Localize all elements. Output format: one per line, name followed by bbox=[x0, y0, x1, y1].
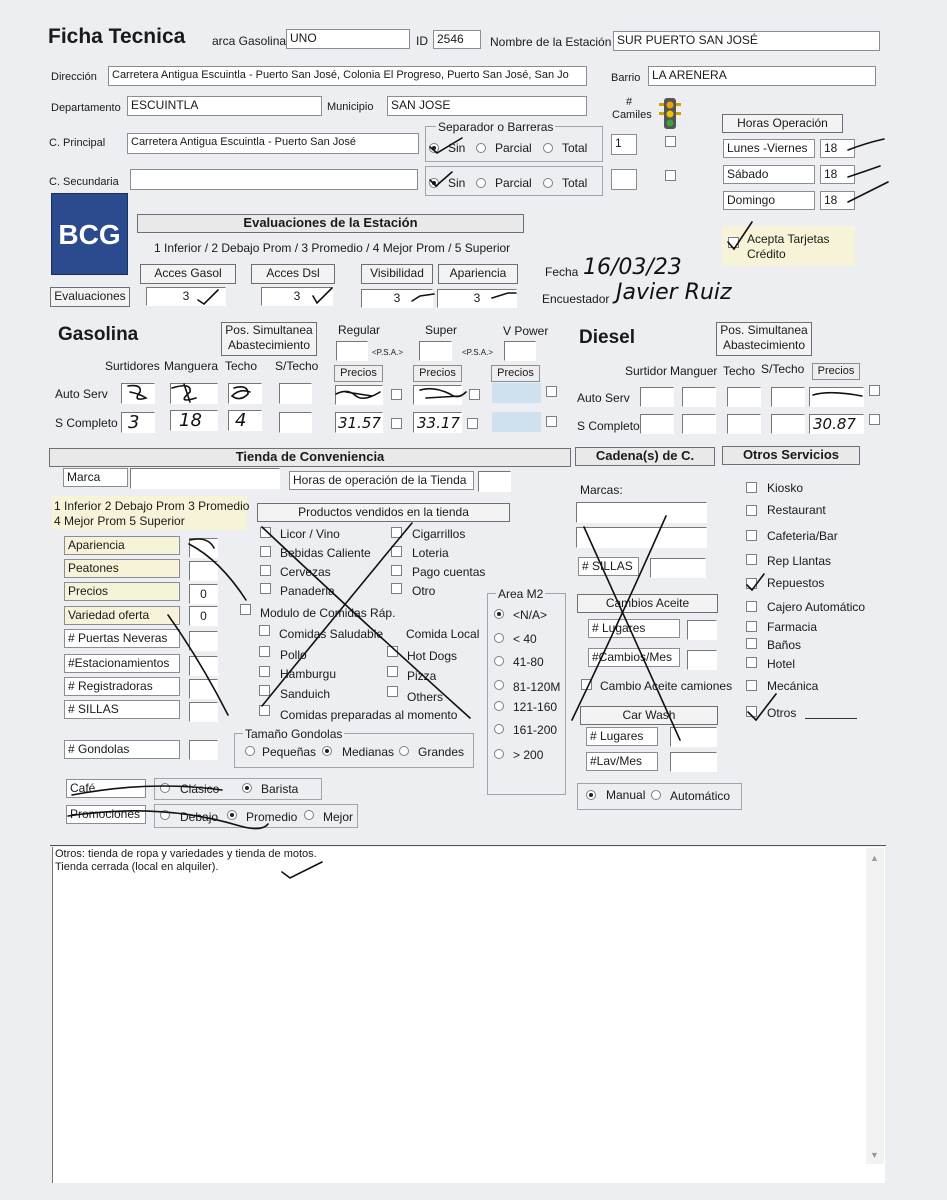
horas-domingo-label: Domingo bbox=[723, 191, 815, 210]
as-manguera-field[interactable] bbox=[170, 383, 218, 404]
acces-dsl-value[interactable]: 3 bbox=[261, 287, 333, 306]
tienda-apariencia-field[interactable] bbox=[189, 538, 218, 558]
evaluaciones-scale: 1 Inferior / 2 Debajo Prom / 3 Promedio / 4 Mejor Prom / 5 Superior bbox=[154, 241, 511, 255]
sc-super-precio-field[interactable]: 33.17 bbox=[413, 412, 462, 433]
regular-precios-label: Precios bbox=[334, 365, 383, 382]
c-principal-field[interactable]: Carretera Antigua Escuintla - Puerto San José bbox=[127, 133, 419, 154]
id-label: ID bbox=[416, 34, 428, 48]
marcas-field-2[interactable] bbox=[576, 527, 707, 548]
apariencia-button[interactable]: Apariencia bbox=[438, 264, 518, 284]
super-precios-label: Precios bbox=[413, 365, 462, 382]
carwash-manual-radio[interactable] bbox=[586, 790, 596, 800]
gondolas-pequenas-label: Pequeñas bbox=[262, 745, 317, 759]
camiles-checkbox-1[interactable] bbox=[665, 136, 676, 147]
area-m2-group bbox=[487, 593, 566, 795]
marca-gasolina-label: arca Gasolina bbox=[212, 34, 287, 48]
scroll-down-icon[interactable]: ▼ bbox=[870, 1150, 879, 1160]
area-161-200-label: 161-200 bbox=[513, 723, 558, 737]
comida-sanduich-label: Sanduich bbox=[280, 687, 331, 701]
tienda-precios-label: Precios bbox=[64, 582, 180, 601]
carwash-lugares-label: # Lugares bbox=[586, 727, 658, 746]
visibilidad-button[interactable]: Visibilidad bbox=[361, 264, 433, 284]
comida-others-checkbox[interactable] bbox=[387, 686, 398, 697]
bcg-logo bbox=[51, 193, 128, 275]
prod-panaderia-checkbox[interactable] bbox=[260, 583, 271, 594]
comida-hotdogs-checkbox[interactable] bbox=[387, 646, 398, 657]
comida-pizza-checkbox[interactable] bbox=[387, 666, 398, 677]
nombre-estacion-label: Nombre de la Estación bbox=[490, 35, 612, 49]
tienda-precios-field[interactable]: 0 bbox=[189, 584, 218, 604]
prod-pago-cuentas-label: Pago cuentas bbox=[412, 565, 486, 579]
diesel-sc-precio-field[interactable]: 30.87 bbox=[809, 414, 864, 434]
separador-parcial-label-1: Parcial bbox=[495, 141, 532, 155]
prod-otro-label: Otro bbox=[412, 584, 436, 598]
otros-banos-checkbox[interactable] bbox=[746, 638, 757, 649]
otros-restaurant-label: Restaurant bbox=[767, 503, 826, 517]
sc-surtidores-field[interactable]: 3 bbox=[121, 412, 155, 433]
tienda-scale-line1: 1 Inferior 2 Debajo Prom 3 Promedio bbox=[54, 499, 250, 513]
horas-tienda-label: Horas de operación de la Tienda bbox=[289, 471, 474, 490]
tienda-gondolas-field[interactable] bbox=[189, 740, 218, 760]
separador-sin-label-2: Sin bbox=[448, 176, 466, 190]
c-secundaria-field[interactable] bbox=[130, 169, 418, 190]
tienda-estacionamientos-field[interactable] bbox=[189, 656, 218, 676]
super-label: Super bbox=[425, 323, 458, 337]
as-surtidores-field[interactable] bbox=[121, 383, 155, 404]
bcg-logo-text: BCG bbox=[58, 219, 121, 250]
vpower-label: V Power bbox=[503, 324, 549, 338]
promo-mejor-label: Mejor bbox=[323, 810, 354, 824]
tienda-sillas-field[interactable] bbox=[189, 702, 218, 722]
separador-total-radio-1[interactable] bbox=[543, 143, 553, 153]
tienda-puertas-field[interactable] bbox=[189, 631, 218, 651]
otros-cafeteria-label: Cafeteria/Bar bbox=[767, 529, 838, 543]
aceite-camiones-checkbox[interactable] bbox=[581, 679, 592, 690]
diesel-manguer-label: Manguer bbox=[670, 364, 718, 378]
prod-loteria-checkbox[interactable] bbox=[391, 546, 402, 557]
promo-mejor-radio[interactable] bbox=[304, 810, 314, 820]
otros-rep-llantas-label: Rep Llantas bbox=[767, 554, 832, 568]
id-field[interactable]: 2546 bbox=[433, 30, 481, 49]
cambios-mes-label: #Cambios/Mes bbox=[588, 648, 680, 667]
sc-manguera-field[interactable]: 18 bbox=[170, 410, 218, 431]
manguera-label: Manguera bbox=[164, 359, 219, 373]
diesel-as-precio-field[interactable] bbox=[809, 387, 864, 407]
sc-vpower-precio-field[interactable] bbox=[492, 412, 541, 432]
diesel-as-techo-field[interactable] bbox=[727, 387, 761, 407]
otros-otros-label: Otros bbox=[767, 706, 797, 720]
cafe-barista-radio[interactable] bbox=[242, 783, 252, 793]
cadena-sillas-field[interactable] bbox=[650, 558, 706, 578]
aceite-lugares-label: # Lugares bbox=[588, 619, 680, 638]
form-title: Ficha Tecnica bbox=[48, 25, 186, 48]
vpower-psa-field[interactable] bbox=[504, 341, 536, 361]
camiles-checkbox-2[interactable] bbox=[665, 170, 676, 181]
diesel-title: Diesel bbox=[579, 327, 635, 348]
area-41-80-radio[interactable] bbox=[494, 656, 504, 666]
departamento-field[interactable]: ESCUINTLA bbox=[127, 96, 322, 116]
modulo-comidas-label: Modulo de Comidas Ráp. bbox=[260, 606, 396, 620]
lav-mes-label: #Lav/Mes bbox=[586, 752, 658, 771]
aceite-camiones-label: Cambio Aceite camiones bbox=[600, 679, 733, 693]
otros-cajero-label: Cajero Automático bbox=[767, 600, 866, 614]
promo-debajo-label: Debajo bbox=[180, 810, 219, 824]
direccion-label: Dirección bbox=[51, 71, 97, 83]
apariencia-value[interactable]: 3 bbox=[437, 289, 517, 308]
super-psa-field[interactable] bbox=[419, 341, 452, 361]
comida-preparada-checkbox[interactable] bbox=[259, 705, 270, 716]
as-vpower-checkbox[interactable] bbox=[546, 386, 557, 397]
cafe-label: Café bbox=[66, 779, 146, 798]
otros-kiosko-checkbox[interactable] bbox=[746, 482, 757, 493]
diesel-as-checkbox[interactable] bbox=[869, 385, 880, 396]
area-81-120-radio[interactable] bbox=[494, 680, 504, 690]
lav-mes-field[interactable] bbox=[670, 752, 717, 772]
otros-farmacia-label: Farmacia bbox=[767, 620, 818, 634]
prod-panaderia-label: Panaderia bbox=[280, 584, 335, 598]
diesel-techo-label: Techo bbox=[723, 364, 756, 378]
horas-sabado-label: Sábado bbox=[723, 165, 815, 184]
cafe-clasico-radio[interactable] bbox=[160, 783, 170, 793]
cadena-header: Cadena(s) de C. bbox=[575, 447, 715, 466]
otros-servicios-header: Otros Servicios bbox=[722, 446, 860, 465]
tienda-registradoras-label: # Registradoras bbox=[64, 677, 180, 696]
tienda-scale-line2: 4 Mejor Prom 5 Superior bbox=[54, 514, 185, 528]
prod-loteria-label: Loteria bbox=[412, 546, 449, 560]
car-wash-button[interactable]: Car Wash bbox=[580, 706, 718, 725]
notes-scrollbar[interactable] bbox=[866, 848, 884, 1164]
prod-cervezas-label: Cervezas bbox=[280, 565, 331, 579]
carwash-lugares-field[interactable] bbox=[670, 727, 717, 747]
gasolina-title: Gasolina bbox=[58, 324, 139, 345]
horas-operacion-button[interactable]: Horas Operación bbox=[722, 114, 843, 133]
cafe-clasico-label: Clásico bbox=[180, 782, 220, 796]
otros-mecanica-checkbox[interactable] bbox=[746, 680, 757, 691]
cadena-sillas-label: # SILLAS bbox=[578, 557, 639, 576]
separador-sin-radio-1[interactable] bbox=[429, 143, 439, 153]
diesel-auto-serv-label: Auto Serv bbox=[577, 391, 630, 405]
comida-hamburguesa-checkbox[interactable] bbox=[259, 666, 270, 677]
marcas-field-1[interactable] bbox=[576, 502, 707, 523]
gondolas-label: Tamaño Gondolas bbox=[245, 727, 343, 741]
techo-label: Techo bbox=[225, 359, 258, 373]
camiles-field-1[interactable]: 1 bbox=[611, 134, 637, 155]
nombre-estacion-field[interactable]: SUR PUERTO SAN JOSÉ bbox=[613, 31, 880, 51]
sc-vpower-checkbox[interactable] bbox=[546, 416, 557, 427]
gasolina-pos-simultanea-button[interactable]: Pos. Simultanea Abastecimiento bbox=[221, 322, 317, 356]
diesel-as-surtidor-field[interactable] bbox=[640, 387, 674, 407]
promociones-label: Promociones bbox=[66, 805, 146, 824]
tienda-marca-label: Marca bbox=[63, 468, 128, 487]
notes-line-2: Tienda cerrada (local en alquiler). bbox=[55, 861, 219, 873]
auto-serv-label: Auto Serv bbox=[55, 387, 108, 401]
otros-hotel-checkbox[interactable] bbox=[746, 657, 757, 668]
cambios-aceite-button[interactable]: Cambios Aceite bbox=[577, 594, 718, 613]
otros-rep-llantas-checkbox[interactable] bbox=[746, 554, 757, 565]
prod-licor-checkbox[interactable] bbox=[260, 527, 271, 538]
carwash-automatico-radio[interactable] bbox=[651, 790, 661, 800]
as-super-checkbox[interactable] bbox=[469, 389, 480, 400]
acepta-tarjetas-checkbox[interactable] bbox=[728, 237, 739, 248]
camiles-label: # Camiles bbox=[612, 96, 652, 121]
diesel-as-stecho-field[interactable] bbox=[771, 387, 805, 407]
area-m2-label: Area M2 bbox=[498, 587, 544, 601]
separador-total-label-2: Total bbox=[562, 176, 588, 190]
psa-label-2: <P.S.A.> bbox=[462, 348, 493, 357]
prod-licor-label: Licor / Vino bbox=[280, 527, 340, 541]
modulo-comidas-checkbox[interactable] bbox=[240, 604, 251, 615]
separador-sin-radio-2[interactable] bbox=[429, 178, 439, 188]
otros-mecanica-label: Mecánica bbox=[767, 679, 819, 693]
scroll-up-icon[interactable]: ▲ bbox=[870, 853, 879, 863]
otros-cafeteria-checkbox[interactable] bbox=[746, 530, 757, 541]
as-regular-checkbox[interactable] bbox=[391, 389, 402, 400]
notes-textarea[interactable] bbox=[52, 847, 885, 1183]
fecha-label: Fecha bbox=[545, 265, 579, 279]
encuestador-label: Encuestador bbox=[542, 292, 610, 306]
area-lt40-label: < 40 bbox=[513, 632, 537, 646]
separador-total-label-1: Total bbox=[562, 141, 588, 155]
evaluaciones-button[interactable]: Evaluaciones bbox=[50, 287, 130, 307]
tienda-puertas-label: # Puertas Neveras bbox=[64, 629, 180, 648]
horas-domingo-field[interactable]: 18 bbox=[820, 191, 855, 210]
encuestador-value[interactable]: Javier Ruiz bbox=[616, 280, 732, 305]
psa-label-1: <P.S.A.> bbox=[372, 348, 403, 357]
area-121-160-label: 121-160 bbox=[513, 700, 558, 714]
area-gt200-label: > 200 bbox=[513, 748, 544, 762]
comida-local-label: Comida Local bbox=[406, 627, 480, 641]
area-lt40-radio[interactable] bbox=[494, 633, 504, 643]
area-81-120-label: 81-120M bbox=[513, 680, 561, 694]
departamento-label: Departamento bbox=[51, 102, 121, 114]
as-techo-field[interactable] bbox=[228, 383, 262, 404]
area-121-160-radio[interactable] bbox=[494, 701, 504, 711]
otros-farmacia-checkbox[interactable] bbox=[746, 621, 757, 632]
otros-banos-label: Baños bbox=[767, 638, 802, 652]
promo-debajo-radio[interactable] bbox=[160, 810, 170, 820]
prod-cigarrillos-label: Cigarrillos bbox=[412, 527, 466, 541]
comida-saludable-label: Comidas Saludable bbox=[279, 627, 384, 641]
as-super-precio-field[interactable] bbox=[413, 385, 462, 405]
sc-super-checkbox[interactable] bbox=[467, 418, 478, 429]
comida-hamburguesa-label: Hamburgu bbox=[280, 667, 337, 681]
tienda-variedad-label: Variedad oferta bbox=[64, 606, 180, 625]
s-techo-label: S/Techo bbox=[275, 359, 319, 373]
marca-gasolina-field[interactable]: UNO bbox=[286, 29, 410, 49]
diesel-s-completo-label: S Completo bbox=[577, 419, 640, 433]
separador-sin-label-1: Sin bbox=[448, 141, 466, 155]
diesel-sc-surtidor-field[interactable] bbox=[640, 414, 674, 434]
s-completo-label: S Completo bbox=[55, 416, 118, 430]
visibilidad-value[interactable]: 3 bbox=[361, 289, 433, 308]
separador-label: Separador o Barreras bbox=[438, 120, 554, 134]
promo-promedio-radio[interactable] bbox=[227, 810, 237, 820]
area-41-80-label: 41-80 bbox=[513, 655, 544, 669]
otros-restaurant-checkbox[interactable] bbox=[746, 505, 757, 516]
gondolas-medianas-label: Medianas bbox=[342, 745, 395, 759]
tienda-peatones-field[interactable] bbox=[189, 561, 218, 581]
otros-hotel-label: Hotel bbox=[767, 657, 796, 671]
surtidores-label: Surtidores bbox=[105, 359, 160, 373]
comida-pollo-checkbox[interactable] bbox=[259, 646, 270, 657]
as-vpower-precio-field[interactable] bbox=[492, 383, 541, 403]
diesel-as-manguer-field[interactable] bbox=[682, 387, 716, 407]
prod-bebidas-checkbox[interactable] bbox=[260, 546, 271, 557]
carwash-manual-label: Manual bbox=[606, 788, 646, 802]
horas-sabado-field[interactable]: 18 bbox=[820, 165, 855, 184]
tienda-sillas-label: # SILLAS bbox=[64, 700, 180, 719]
sc-stecho-field[interactable] bbox=[279, 412, 312, 433]
comida-others-label: Others bbox=[407, 690, 444, 704]
direccion-field[interactable]: Carretera Antigua Escuintla - Puerto San José, Colonia El Progreso, Puerto San José, San Jo bbox=[108, 66, 587, 86]
promo-promedio-label: Promedio bbox=[246, 810, 298, 824]
aceite-lugares-field[interactable] bbox=[687, 620, 717, 640]
barrio-field[interactable]: LA ARENERA bbox=[648, 66, 876, 86]
sc-techo-field[interactable]: 4 bbox=[228, 410, 262, 431]
area-gt200-radio[interactable] bbox=[494, 749, 504, 759]
sc-regular-checkbox[interactable] bbox=[391, 418, 402, 429]
traffic-light-icon bbox=[657, 97, 683, 131]
horas-lunes-viernes-label: Lunes -Viernes bbox=[723, 139, 815, 158]
otros-repuestos-checkbox[interactable] bbox=[746, 578, 757, 589]
comida-pizza-label: Pizza bbox=[407, 669, 437, 683]
gondolas-grandes-label: Grandes bbox=[418, 745, 465, 759]
otros-kiosko-label: Kiosko bbox=[767, 481, 804, 495]
comida-saludable-checkbox[interactable] bbox=[259, 625, 270, 636]
tienda-apariencia-label: Apariencia bbox=[64, 536, 180, 555]
tienda-peatones-label: Peatones bbox=[64, 559, 180, 578]
evaluaciones-header: Evaluaciones de la Estación bbox=[137, 214, 524, 233]
tienda-registradoras-field[interactable] bbox=[189, 679, 218, 699]
sc-regular-precio-field[interactable]: 31.57 bbox=[335, 412, 383, 433]
tienda-marca-field[interactable] bbox=[130, 468, 280, 489]
tienda-variedad-field[interactable]: 0 bbox=[189, 606, 218, 626]
camiles-field-2[interactable] bbox=[611, 169, 637, 190]
tienda-header: Tienda de Conveniencia bbox=[49, 448, 571, 467]
productos-vendidos-button[interactable]: Productos vendidos en la tienda bbox=[257, 503, 510, 522]
comida-sanduich-checkbox[interactable] bbox=[259, 685, 270, 696]
gondolas-pequenas-radio[interactable] bbox=[245, 746, 255, 756]
prod-bebidas-label: Bebidas Caliente bbox=[280, 546, 371, 560]
gondolas-medianas-radio[interactable] bbox=[322, 746, 332, 756]
otros-cajero-checkbox[interactable] bbox=[746, 601, 757, 612]
diesel-sc-stecho-field[interactable] bbox=[771, 414, 805, 434]
comida-pollo-label: Pollo bbox=[280, 648, 307, 662]
area-na-radio[interactable] bbox=[494, 609, 504, 619]
municipio-label: Municipio bbox=[327, 101, 374, 113]
horas-tienda-field[interactable] bbox=[478, 471, 511, 492]
acces-dsl-button[interactable]: Acces Dsl bbox=[251, 264, 335, 284]
comida-preparada-label: Comidas preparadas al momento bbox=[280, 708, 458, 722]
comida-hotdogs-label: Hot Dogs bbox=[407, 649, 458, 663]
c-secundaria-label: C. Secundaria bbox=[49, 176, 119, 188]
diesel-sc-techo-field[interactable] bbox=[727, 414, 761, 434]
as-regular-precio-field[interactable] bbox=[335, 385, 383, 405]
prod-cervezas-checkbox[interactable] bbox=[260, 565, 271, 576]
fecha-value[interactable]: 16/03/23 bbox=[583, 255, 682, 280]
as-stecho-field[interactable] bbox=[279, 383, 312, 404]
vpower-precios-label: Precios bbox=[491, 365, 540, 382]
area-161-200-radio[interactable] bbox=[494, 724, 504, 734]
prod-otro-checkbox[interactable] bbox=[391, 583, 402, 594]
cambios-mes-field[interactable] bbox=[687, 650, 717, 670]
tienda-gondolas-label: # Gondolas bbox=[64, 740, 180, 759]
regular-label: Regular bbox=[338, 323, 381, 337]
acepta-tarjetas-label: Acepta Tarjetas Crédito bbox=[747, 232, 830, 261]
separador-parcial-radio-1[interactable] bbox=[476, 143, 486, 153]
tienda-estacionamientos-label: #Estacionamientos bbox=[64, 654, 180, 673]
area-na-label: <N/A> bbox=[513, 608, 548, 622]
horas-lunes-viernes-field[interactable]: 18 bbox=[820, 139, 855, 158]
cafe-barista-label: Barista bbox=[261, 782, 299, 796]
prod-pago-cuentas-checkbox[interactable] bbox=[391, 565, 402, 576]
carwash-automatico-label: Automático bbox=[670, 789, 731, 803]
acces-gasol-button[interactable]: Acces Gasol bbox=[140, 264, 236, 284]
diesel-surtidor-label: Surtidor bbox=[625, 364, 668, 378]
otros-otros-checkbox[interactable] bbox=[746, 706, 757, 717]
barrio-label: Barrio bbox=[611, 72, 641, 84]
diesel-sc-checkbox[interactable] bbox=[869, 414, 880, 425]
notes-line-1: Otros: tienda de ropa y variedades y tienda de motos. bbox=[55, 848, 317, 860]
c-principal-label: C. Principal bbox=[49, 137, 106, 149]
otros-repuestos-label: Repuestos bbox=[767, 576, 825, 590]
acces-gasol-value[interactable]: 3 bbox=[146, 287, 226, 306]
gondolas-grandes-radio[interactable] bbox=[399, 746, 409, 756]
otros-otros-line bbox=[805, 718, 857, 719]
notes-top-line bbox=[50, 845, 886, 846]
separador-parcial-radio-2[interactable] bbox=[476, 178, 486, 188]
prod-cigarrillos-checkbox[interactable] bbox=[391, 527, 402, 538]
diesel-sc-manguer-field[interactable] bbox=[682, 414, 716, 434]
separador-parcial-label-2: Parcial bbox=[495, 176, 532, 190]
separador-total-radio-2[interactable] bbox=[543, 178, 553, 188]
diesel-precios-label: Precios bbox=[812, 363, 860, 380]
marcas-label: Marcas: bbox=[580, 483, 623, 497]
regular-psa-field[interactable] bbox=[336, 341, 368, 361]
diesel-stecho-label: S/Techo bbox=[761, 362, 805, 376]
municipio-field[interactable]: SAN JOSE bbox=[387, 96, 587, 116]
diesel-pos-simultanea-button[interactable]: Pos. Simultanea Abastecimiento bbox=[716, 322, 812, 356]
